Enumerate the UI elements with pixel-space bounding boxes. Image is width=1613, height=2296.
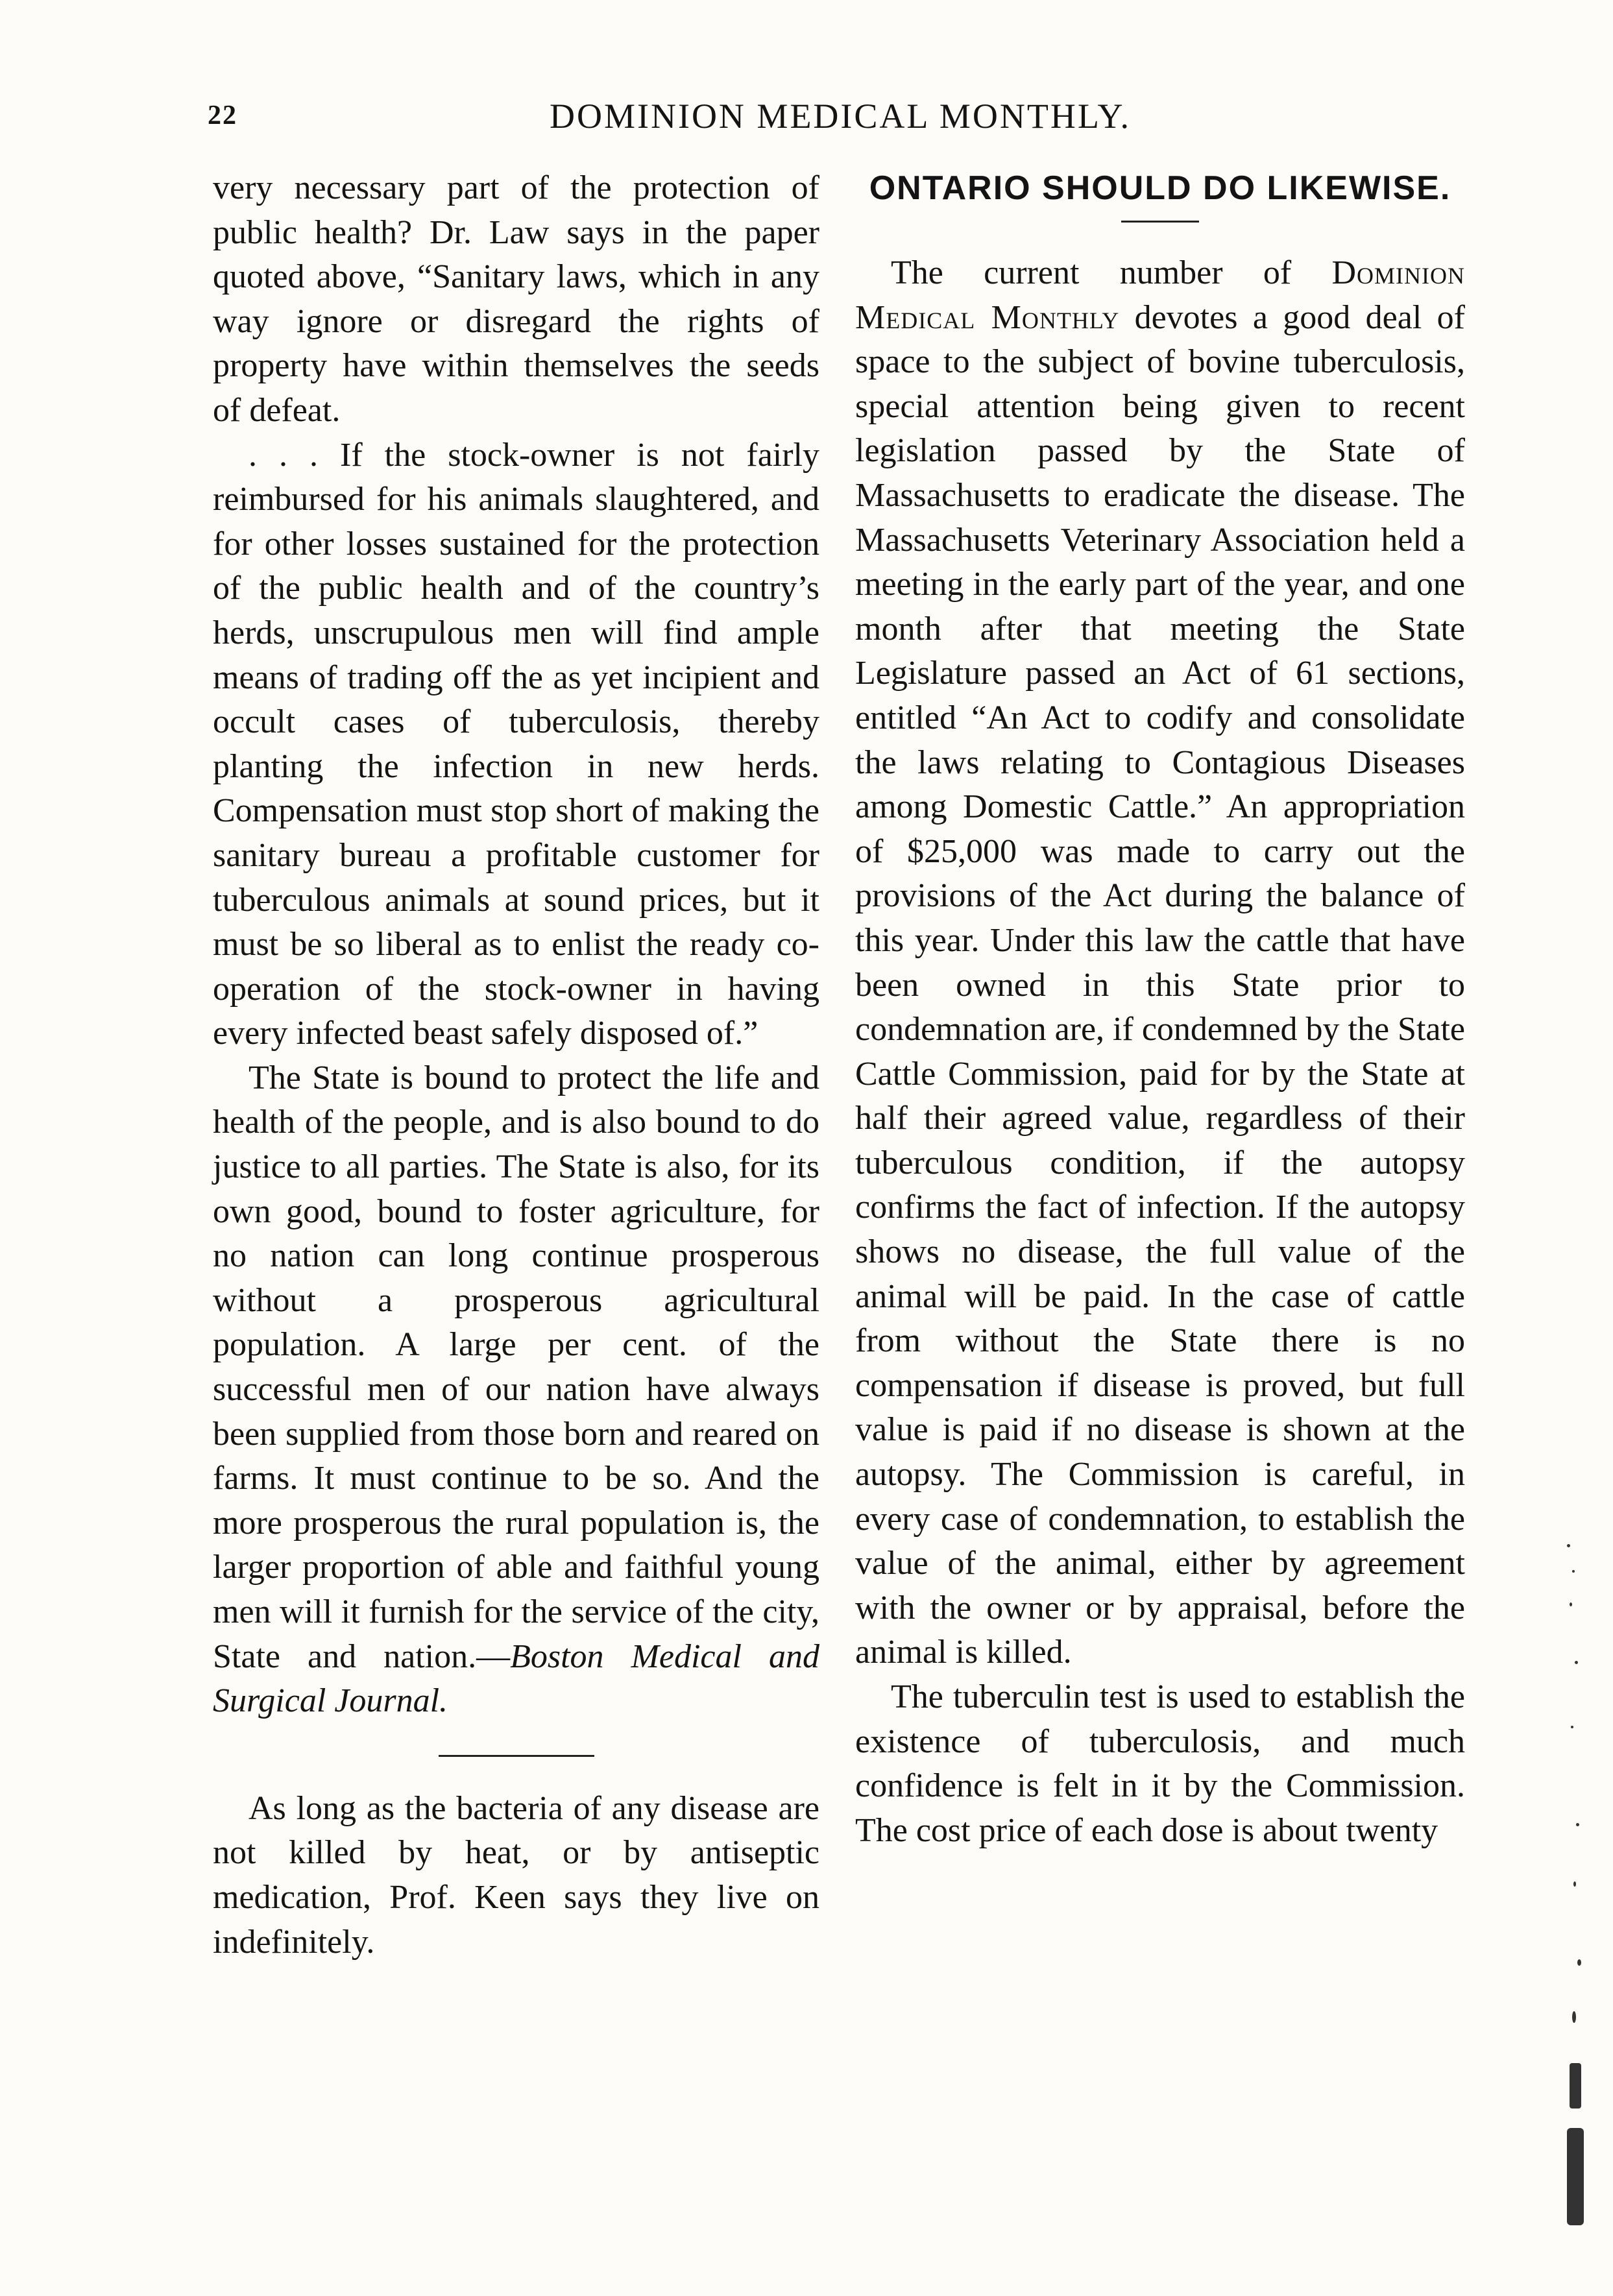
scan-speck (1570, 2063, 1581, 2109)
scan-speck (1572, 2011, 1576, 2023)
article-headline: ONTARIO SHOULD DO LIKEWISE. (869, 169, 1451, 207)
headline-divider (1121, 221, 1199, 223)
scan-speck (1567, 2128, 1584, 2225)
scan-speck (1577, 1959, 1581, 1966)
paragraph-tuberculin: The tuberculin test is used to establish the existence of tuberculosis, and much confidence is felt in it by the Commission. The cost price of each dose is about twenty (855, 1678, 1465, 1849)
journal-name: Dominion Medical Monthly (855, 254, 1465, 336)
scan-speck (1572, 1570, 1575, 1573)
paragraph-massachusetts-body: devotes a good deal of space to the subject of bovine tuberculosis, special attention being given to recent legislation passed by the State of Massachusetts to eradicate the disease. The Massachusetts Veterinary Association held a meeting in the early part of the year, and one month after that meeting the State Legislature passed an Act of 61 sections, entitled “An Act to codify and consolidate the laws relating to Contagious Diseases among Domestic Cattle.” An appropriation of $25,000 was made to carry out the provisions of the Act during the balance of this year. Under this law the cattle that have been owned in this State prior to condemnation are, if condemned by the State Cattle Commission, paid for by the State at half their agreed value, regardless of their tuberculous condition, if the autopsy confirms the fact of infection. If the autopsy shows no disease, the full value of the animal will be paid. In the case of cattle from without the State there is no compensation if disease is proved, but full value is paid if no disease is shown at the autopsy. The Commission is careful, in every case of condemnation, to establish the value of the animal, either by agreement with the owner or by appraisal, before the animal is killed. (855, 298, 1466, 1671)
right-column (855, 166, 1465, 1853)
paragraph-law-quote: very necessary part of the protection of public health? Dr. Law says in the paper quoted above, “Sanitary laws, which in any way ignore or disregard the rights of property have within themselves the seeds of defeat. (213, 169, 819, 429)
left-column (213, 166, 819, 1964)
scan-speck (1570, 1602, 1572, 1606)
scan-speck (1575, 1661, 1578, 1664)
paragraph-state-duty-text: The State is bound to protect the life and health of the people, and is also bound to do justice to all parties. The State is also, for its own good, bound to foster agriculture, for no nation can long continue prosperous without a prosperous agricultural population. A large per cent. of the successful men of our nation have always been supplied from those born and reared on farms. It must continue to be so. And the more prosperous the rural population is, the larger proportion of able and faithful young men will it furnish for the service of the city, State and nation.— (213, 1059, 819, 1675)
margin-scan-specks (1560, 1544, 1599, 2238)
running-title: DOMINION MEDICAL MONTHLY. (549, 97, 1132, 136)
scan-speck (1571, 1726, 1573, 1728)
scan-speck (1573, 1881, 1576, 1887)
scan-speck (1576, 1823, 1579, 1826)
paragraph-state-duty (213, 1056, 819, 1724)
paragraph-bacteria: As long as the bacteria of any disease are not killed by heat, or by antiseptic medication, Prof. Keen says they live on indefinitely. (213, 1789, 819, 1961)
paragraph-massachusetts-intro: The current number of (891, 254, 1332, 291)
scan-speck (1567, 1544, 1570, 1547)
paragraph-massachusetts (855, 251, 1465, 1675)
paragraph-stock-owner: . . . If the stock-owner is not fairly reimbursed for his animals slaughtered, and for other losses sustained for the protection of the public health and of the country’s herds, unscrupulous men will find ample means of trading off the as yet incipient and occult cases of tuberculosis, thereby planting the infection in new herds. Compensation must stop short of making the sanitary bureau a profitable customer for tuberculous animals at sound prices, but it must be so liberal as to enlist the ready co-operation of the stock-owner in having every infected beast safely disposed of.” (213, 436, 819, 1052)
section-divider (439, 1755, 594, 1757)
page-header (208, 96, 1473, 141)
source-citation: Boston Medical and Surgical Journal. (213, 1637, 819, 1720)
page-number: 22 (208, 101, 237, 130)
